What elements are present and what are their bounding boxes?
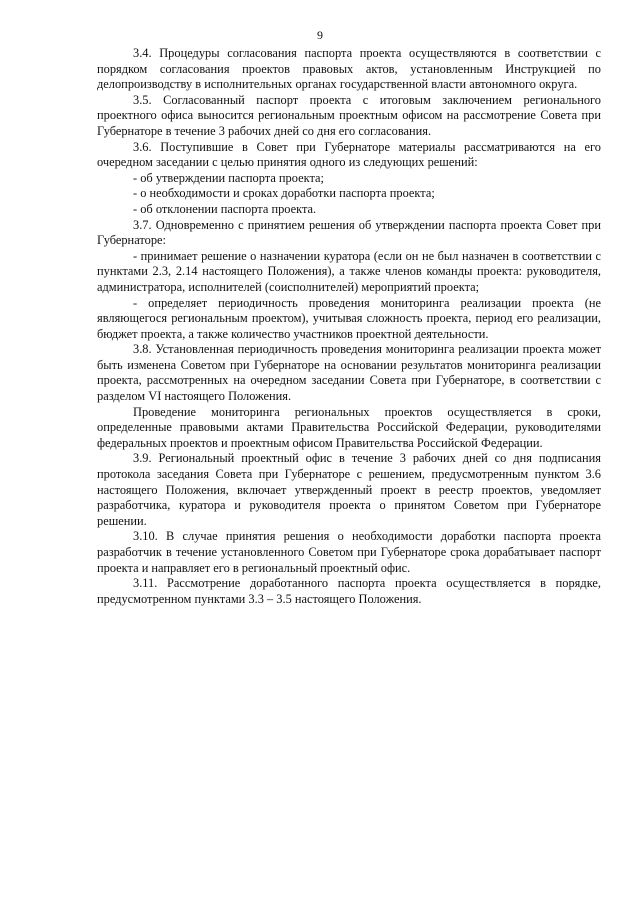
paragraph-3-9: 3.9. Региональный проектный офис в течение 3 рабочих дней со дня подписания протокола заседания Совета при Губернаторе с решением, предусмотренным пунктом 3.6 настоящего Положения, включает утвержденный проект в реестр проектов, уведомляет разработчика, куратора и руководителя проекта о принятом Советом при Губернаторе решении.: [97, 451, 601, 528]
list-item-approve: - об утверждении паспорта проекта;: [133, 170, 324, 185]
list-item-reject: - об отклонении паспорта проекта.: [133, 201, 317, 216]
paragraph-3-8: 3.8. Установленная периодичность проведения мониторинга реализации проекта может быть изменена Советом при Губернаторе на основании результатов мониторинга реализации проекта, рассмотренных на очередном заседании Совета при Губернаторе, в соответствии с разделом VI настоящего Положения.: [97, 342, 601, 404]
page-number: 9: [317, 28, 323, 42]
document-body: [97, 46, 601, 607]
paragraph-3-10: 3.10. В случае принятия решения о необходимости доработки паспорта проекта разработчик в течение установленного Советом при Губернаторе срока дорабатывает паспорт проекта и направляет его в региональный проектный офис.: [97, 529, 601, 575]
list-item-monitoring: - определяет периодичность проведения мониторинга реализации проекта (не являющегося региональным проектом), учитывая сложность проекта, период его реализации, бюджет проекта, а также количество участников проектной деятельности.: [97, 295, 601, 341]
paragraph-3-6: 3.6. Поступившие в Совет при Губернаторе материалы рассматриваются на его очередном заседании с целью принятия одного из следующих решений:: [97, 139, 601, 170]
list-item-curator: - принимает решение о назначении куратора (если он не был назначен в соответствии с пунктами 2.3, 2.14 настоящего Положения), а также членов команды проекта: руководителя, администратора, исполнителей (соисполнителей) мероприятий проекта;: [97, 248, 601, 294]
list-item-revise: - о необходимости и сроках доработки паспорта проекта;: [133, 186, 435, 201]
paragraph-3-5: 3.5. Согласованный паспорт проекта с итоговым заключением регионального проектного офиса выносится региональным проектным офисом на рассмотрение Совета при Губернаторе в течение 3 рабочих дней со дня его согласования.: [97, 92, 601, 138]
paragraph-3-7: 3.7. Одновременно с принятием решения об утверждении паспорта проекта Совет при Губернаторе:: [97, 217, 601, 248]
paragraph-monitoring-terms: Проведение мониторинга региональных проектов осуществляется в сроки, определенные правовыми актами Правительства Российской Федерации, руководителями федеральных проектов и проектным офисом Правительства Российской Федерации.: [97, 404, 601, 450]
paragraph-3-4: 3.4. Процедуры согласования паспорта проекта осуществляются в соответствии с порядком согласования проектов правовых актов, установленным Инструкцией по делопроизводству в исполнительных органах государственной власти автономного округа.: [97, 46, 601, 92]
paragraph-3-11: 3.11. Рассмотрение доработанного паспорта проекта осуществляется в порядке, предусмотренном пунктами 3.3 – 3.5 настоящего Положения.: [97, 576, 601, 606]
